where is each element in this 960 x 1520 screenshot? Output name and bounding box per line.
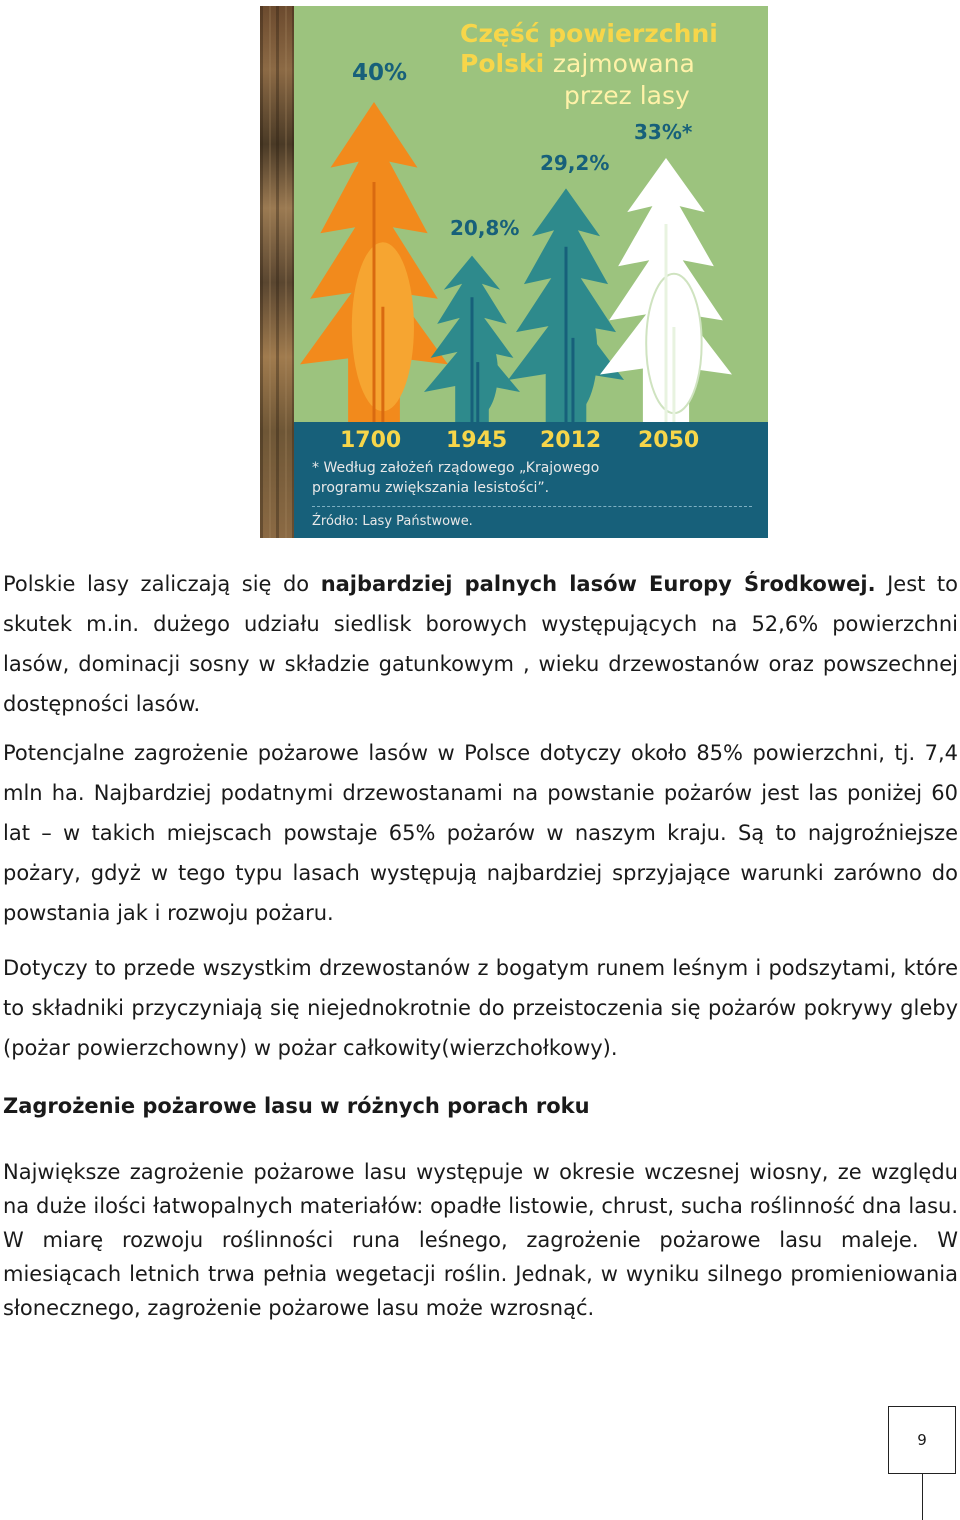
title-word-polski: Polski xyxy=(460,49,545,78)
source-divider xyxy=(312,506,752,507)
year-label-1700: 1700 xyxy=(340,428,402,453)
intro-text-b: Jest to skutek m.in. dużego udziału siedlisk borowych występujących na 52,6% powierzchni lasów, dominacji sosny w składzie gatunkowym , wieku drzewostanów oraz powszechnej dostępności lasów. xyxy=(3,572,958,716)
page-number-box xyxy=(888,1406,956,1474)
value-label-2012: 29,2% xyxy=(540,151,610,175)
value-label-2050: 33%* xyxy=(634,120,693,144)
infographic-footnote: * Według założeń rządowego „Krajowego programu zwiększania lesistości”. xyxy=(312,460,600,496)
forest-cover-infographic xyxy=(260,6,768,538)
intro-text-a: Polskie lasy zaliczają się do xyxy=(3,572,321,596)
intro-highlight: najbardziej palnych lasów Europy Środkowej. xyxy=(320,572,876,596)
year-label-1945: 1945 xyxy=(446,428,508,453)
page-number: 9 xyxy=(917,1431,927,1449)
infographic-title-line3: przez lasy xyxy=(564,81,690,110)
paragraph-intro xyxy=(3,564,958,724)
year-label-2050: 2050 xyxy=(638,428,700,453)
infographic-source: Źródło: Lasy Państwowe. xyxy=(312,514,473,529)
page-number-rule xyxy=(922,1474,923,1520)
infographic-panel xyxy=(294,6,768,538)
infographic-title-line2 xyxy=(460,50,760,78)
paragraph-fire-risk: Potencjalne zagrożenie pożarowe lasów w Polsce dotyczy około 85% powierzchni, tj. 7,4 mln ha. Najbardziej podatnymi drzewostanami na powstanie pożarów jest las poniżej 60 lat – w takich miejscach powstaje 65% pożarów w naszym kraju. Są to najgroźniejsze pożary, gdyż w tego typu lasach występują najbardziej sprzyjające warunki zarówno do powstania jak i rozwoju pożaru. xyxy=(3,741,958,925)
section-heading-seasons: Zagrożenie pożarowe lasu w różnych porach roku xyxy=(3,1094,590,1118)
infographic-title-line1: Część powierzchni xyxy=(460,19,718,48)
forest-photo-strip xyxy=(260,6,294,538)
paragraph-undergrowth: Dotyczy to przede wszystkim drzewostanów z bogatym runem leśnym i podszytami, które to składniki przyczyniają się niejednokrotnie do przeistoczenia się pożarów pokrywy gleby (pożar powierzchowny) w pożar całkowity(wierzchołkowy). xyxy=(3,956,958,1060)
year-label-2012: 2012 xyxy=(540,428,602,453)
paragraph-seasons: Największe zagrożenie pożarowe lasu występuje w okresie wczesnej wiosny, ze względu na duże ilości łatwopalnych materiałów: opadłe listowie, chrust, sucha roślinność dna lasu. W miarę rozwoju roślinności runa leśnego, zagrożenie pożarowe lasu maleje. W miesiącach letnich trwa pełnia wegetacji roślin. Jednak, w wyniku silnego promieniowania słonecznego, zagrożenie pożarowe lasu może wzrosnąć. xyxy=(3,1160,958,1320)
years-band xyxy=(294,422,768,538)
title-word-zajmowana: zajmowana xyxy=(552,49,695,78)
value-label-1700: 40% xyxy=(352,60,408,86)
value-label-1945: 20,8% xyxy=(450,216,520,240)
